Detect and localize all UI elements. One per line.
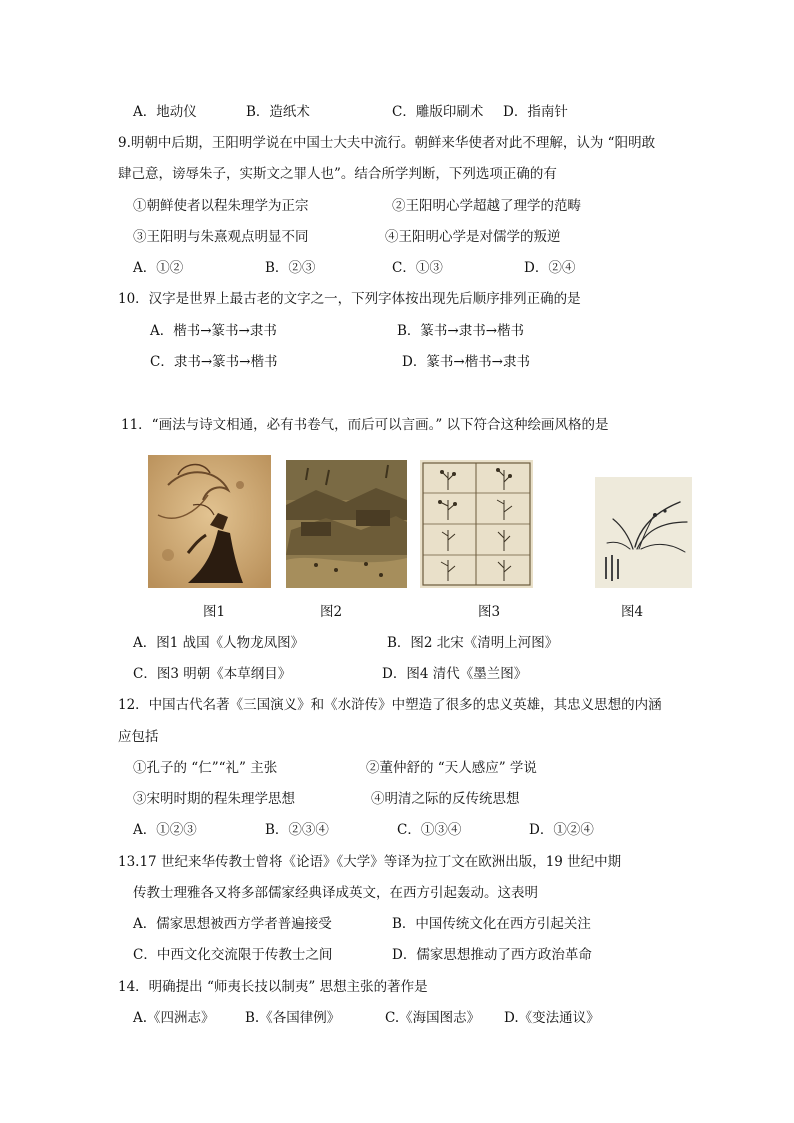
q10-stem: 10．汉字是世界上最古老的文字之一，下列字体按出现先后顺序排列正确的是 (118, 291, 581, 307)
q14-option-a: A.《四洲志》 (133, 1010, 215, 1026)
q9-statement-3: ③王阳明与朱熹观点明显不同 (133, 229, 309, 245)
q12-statement-1: ①孔子的 “仁”“礼” 主张 (133, 760, 278, 776)
q13-option-d: D．儒家思想推动了西方政治革命 (392, 947, 592, 963)
figure-4-painting (595, 477, 692, 588)
q9-statement-1: ①朝鲜使者以程朱理学为正宗 (133, 198, 309, 214)
q13-option-a: A．儒家思想被西方学者普遍接受 (133, 916, 332, 932)
q10-option-c: C．隶书→篆书→楷书 (150, 354, 278, 370)
q14-option-d: D.《变法通议》 (504, 1010, 600, 1026)
q9-statement-4: ④王阳明心学是对儒学的叛逆 (385, 229, 561, 245)
q9-stem-line2: 肆己意，谤辱朱子，实斯文之罪人也”。结合所学判断，下列选项正确的有 (118, 166, 557, 182)
q9-statement-2: ②王阳明心学超越了理学的范畴 (392, 198, 581, 214)
figure-3-caption: 图3 (478, 604, 501, 620)
figure-2-caption: 图2 (320, 604, 343, 620)
q12-stem-line2: 应包括 (118, 729, 159, 745)
q12-stem-line1: 12．中国古代名著《三国演义》和《水浒传》中塑造了很多的忠义英雄，其忠义思想的内涵 (118, 697, 662, 713)
q14-option-c: C.《海国图志》 (385, 1010, 481, 1026)
q12-option-d: D．①②④ (529, 822, 594, 838)
q11-option-d: D．图4 清代《墨兰图》 (382, 666, 528, 682)
q10-option-a: A．楷书→篆书→隶书 (150, 323, 277, 339)
q10-option-b: B．篆书→隶书→楷书 (397, 323, 525, 339)
q12-option-a: A．①②③ (133, 822, 197, 838)
q12-statement-3: ③宋明时期的程朱理学思想 (133, 791, 295, 807)
q12-statement-4: ④明清之际的反传统思想 (371, 791, 520, 807)
q13-option-c: C．中西文化交流限于传教士之间 (133, 947, 333, 963)
q8-option-c: C．雕版印刷术 (392, 104, 484, 120)
q9-stem-line1: 9.明朝中后期，王阳明学说在中国士大夫中流行。朝鲜来华使者对此不理解，认为 “阳明敢 (118, 135, 656, 151)
q11-option-a: A．图1 战国《人物龙凤图》 (133, 635, 305, 651)
q11-option-b: B．图2 北宋《清明上河图》 (387, 635, 559, 651)
q13-option-b: B．中国传统文化在西方引起关注 (392, 916, 591, 932)
q9-option-d: D．②④ (524, 260, 576, 276)
figure-1-painting (148, 455, 271, 588)
q9-option-c: C．①③ (392, 260, 443, 276)
q11-option-c: C．图3 明朝《本草纲目》 (133, 666, 292, 682)
figure-3-page (420, 460, 533, 588)
figure-1-caption: 图1 (203, 604, 226, 620)
q12-option-b: B．②③④ (265, 822, 329, 838)
q9-option-b: B．②③ (265, 260, 316, 276)
q14-stem: 14．明确提出 “师夷长技以制夷” 思想主张的著作是 (118, 979, 428, 995)
figure-4-caption: 图4 (621, 604, 644, 620)
q13-stem-line1: 13.17 世纪来华传教士曾将《论语》《大学》等译为拉丁文在欧洲出版，19 世纪中期 (118, 854, 622, 870)
q8-option-a: A．地动仪 (133, 104, 197, 120)
q8-option-b: B．造纸术 (246, 104, 310, 120)
q11-stem: 11．“画法与诗文相通，必有书卷气，而后可以言画。” 以下符合这种绘画风格的是 (121, 417, 609, 433)
q14-option-b: B.《各国律例》 (245, 1010, 341, 1026)
q10-option-d: D．篆书→楷书→隶书 (402, 354, 530, 370)
q12-statement-2: ②董仲舒的 “天人感应” 学说 (366, 760, 537, 776)
q9-option-a: A．①② (133, 260, 184, 276)
q13-stem-line2: 传教士理雅各又将多部儒家经典译成英文，在西方引起轰动。这表明 (133, 885, 538, 901)
q12-option-c: C．①③④ (397, 822, 462, 838)
figure-2-painting (286, 460, 407, 588)
q8-option-d: D．指南针 (503, 104, 568, 120)
